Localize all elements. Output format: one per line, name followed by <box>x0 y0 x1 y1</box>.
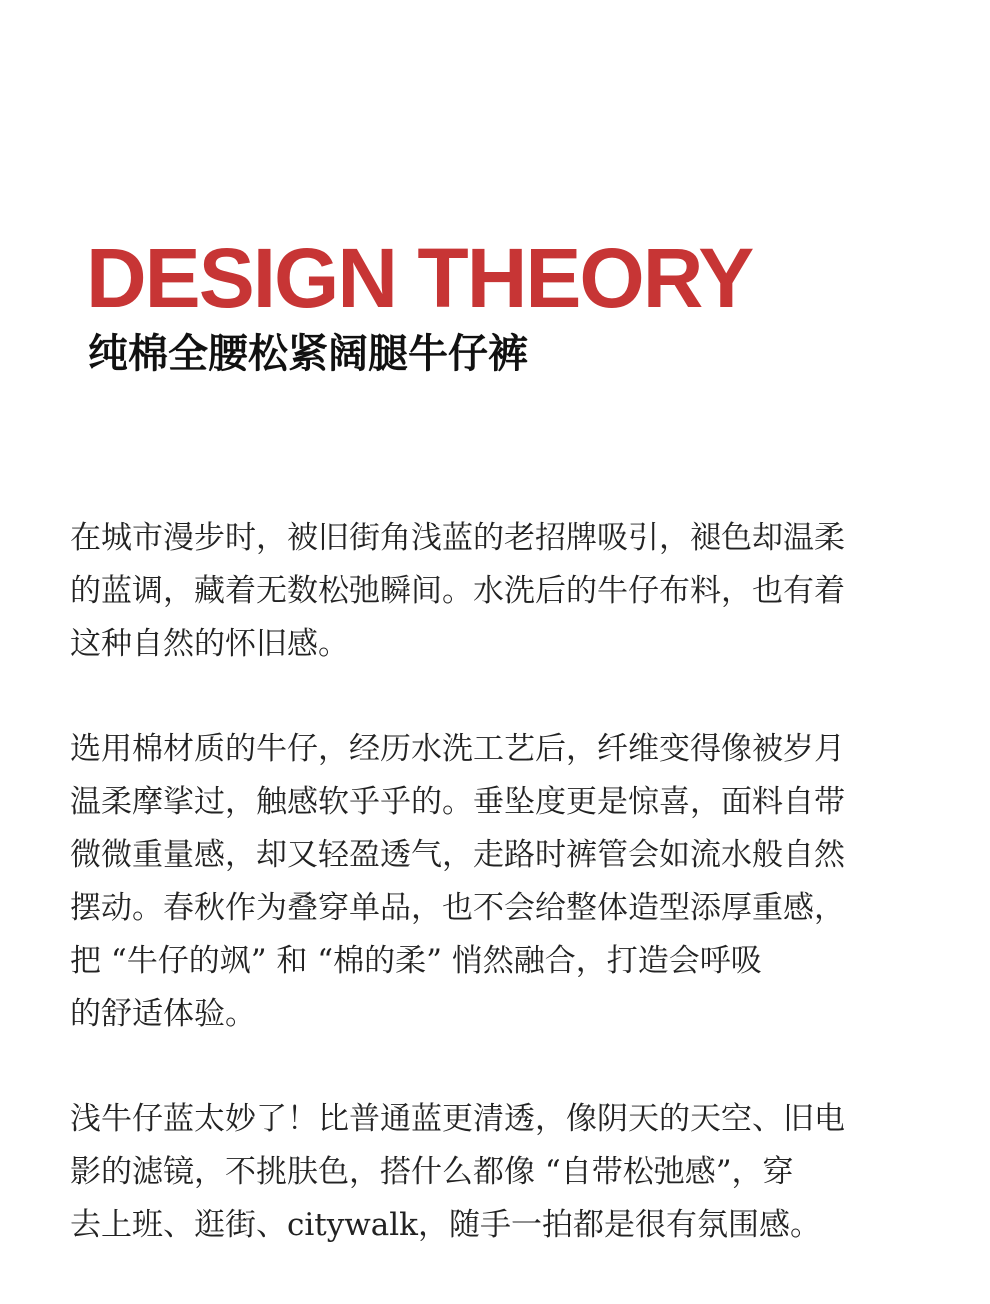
paragraph-material <box>70 723 930 1041</box>
paragraph-line: 在城市漫步时，被旧街角浅蓝的老招牌吸引，褪色却温柔 <box>70 520 845 556</box>
paragraph-line: 的蓝调，藏着无数松弛瞬间。水洗后的牛仔布料，也有着 <box>70 573 845 609</box>
article-body <box>70 512 930 1304</box>
paragraph-line: 浅牛仔蓝太妙了！比普通蓝更清透，像阴天的天空、旧电 <box>70 1101 845 1137</box>
paragraph-line: 的舒适体验。 <box>70 996 256 1032</box>
page-header <box>86 231 753 377</box>
paragraph-line: 选用棉材质的牛仔，经历水洗工艺后，纤维变得像被岁月 <box>70 731 845 767</box>
paragraph-line: 温柔摩挲过，触感软乎乎的。垂坠度更是惊喜，面料自带 <box>70 784 845 820</box>
paragraph-line: 摆动。春秋作为叠穿单品，也不会给整体造型添厚重感， <box>70 890 845 926</box>
paragraph-line: 去上班、逛街、citywalk，随手一拍都是很有氛围感。 <box>70 1207 821 1243</box>
paragraph-line: 影的滤镜，不挑肤色，搭什么都像 “自带松弛感”，穿 <box>70 1154 794 1190</box>
product-subtitle: 纯棉全腰松紧阔腿牛仔裤 <box>88 331 528 377</box>
paragraph-line: 微微重量感，却又轻盈透气，走路时裤管会如流水般自然 <box>70 837 845 873</box>
paragraph-line: 这种自然的怀旧感。 <box>70 626 349 662</box>
page-title: DESIGN THEORY <box>86 231 753 325</box>
paragraph-color <box>70 1093 930 1252</box>
paragraph-intro <box>70 512 930 671</box>
paragraph-line: 把 “牛仔的飒” 和 “棉的柔” 悄然融合，打造会呼吸 <box>70 943 762 979</box>
